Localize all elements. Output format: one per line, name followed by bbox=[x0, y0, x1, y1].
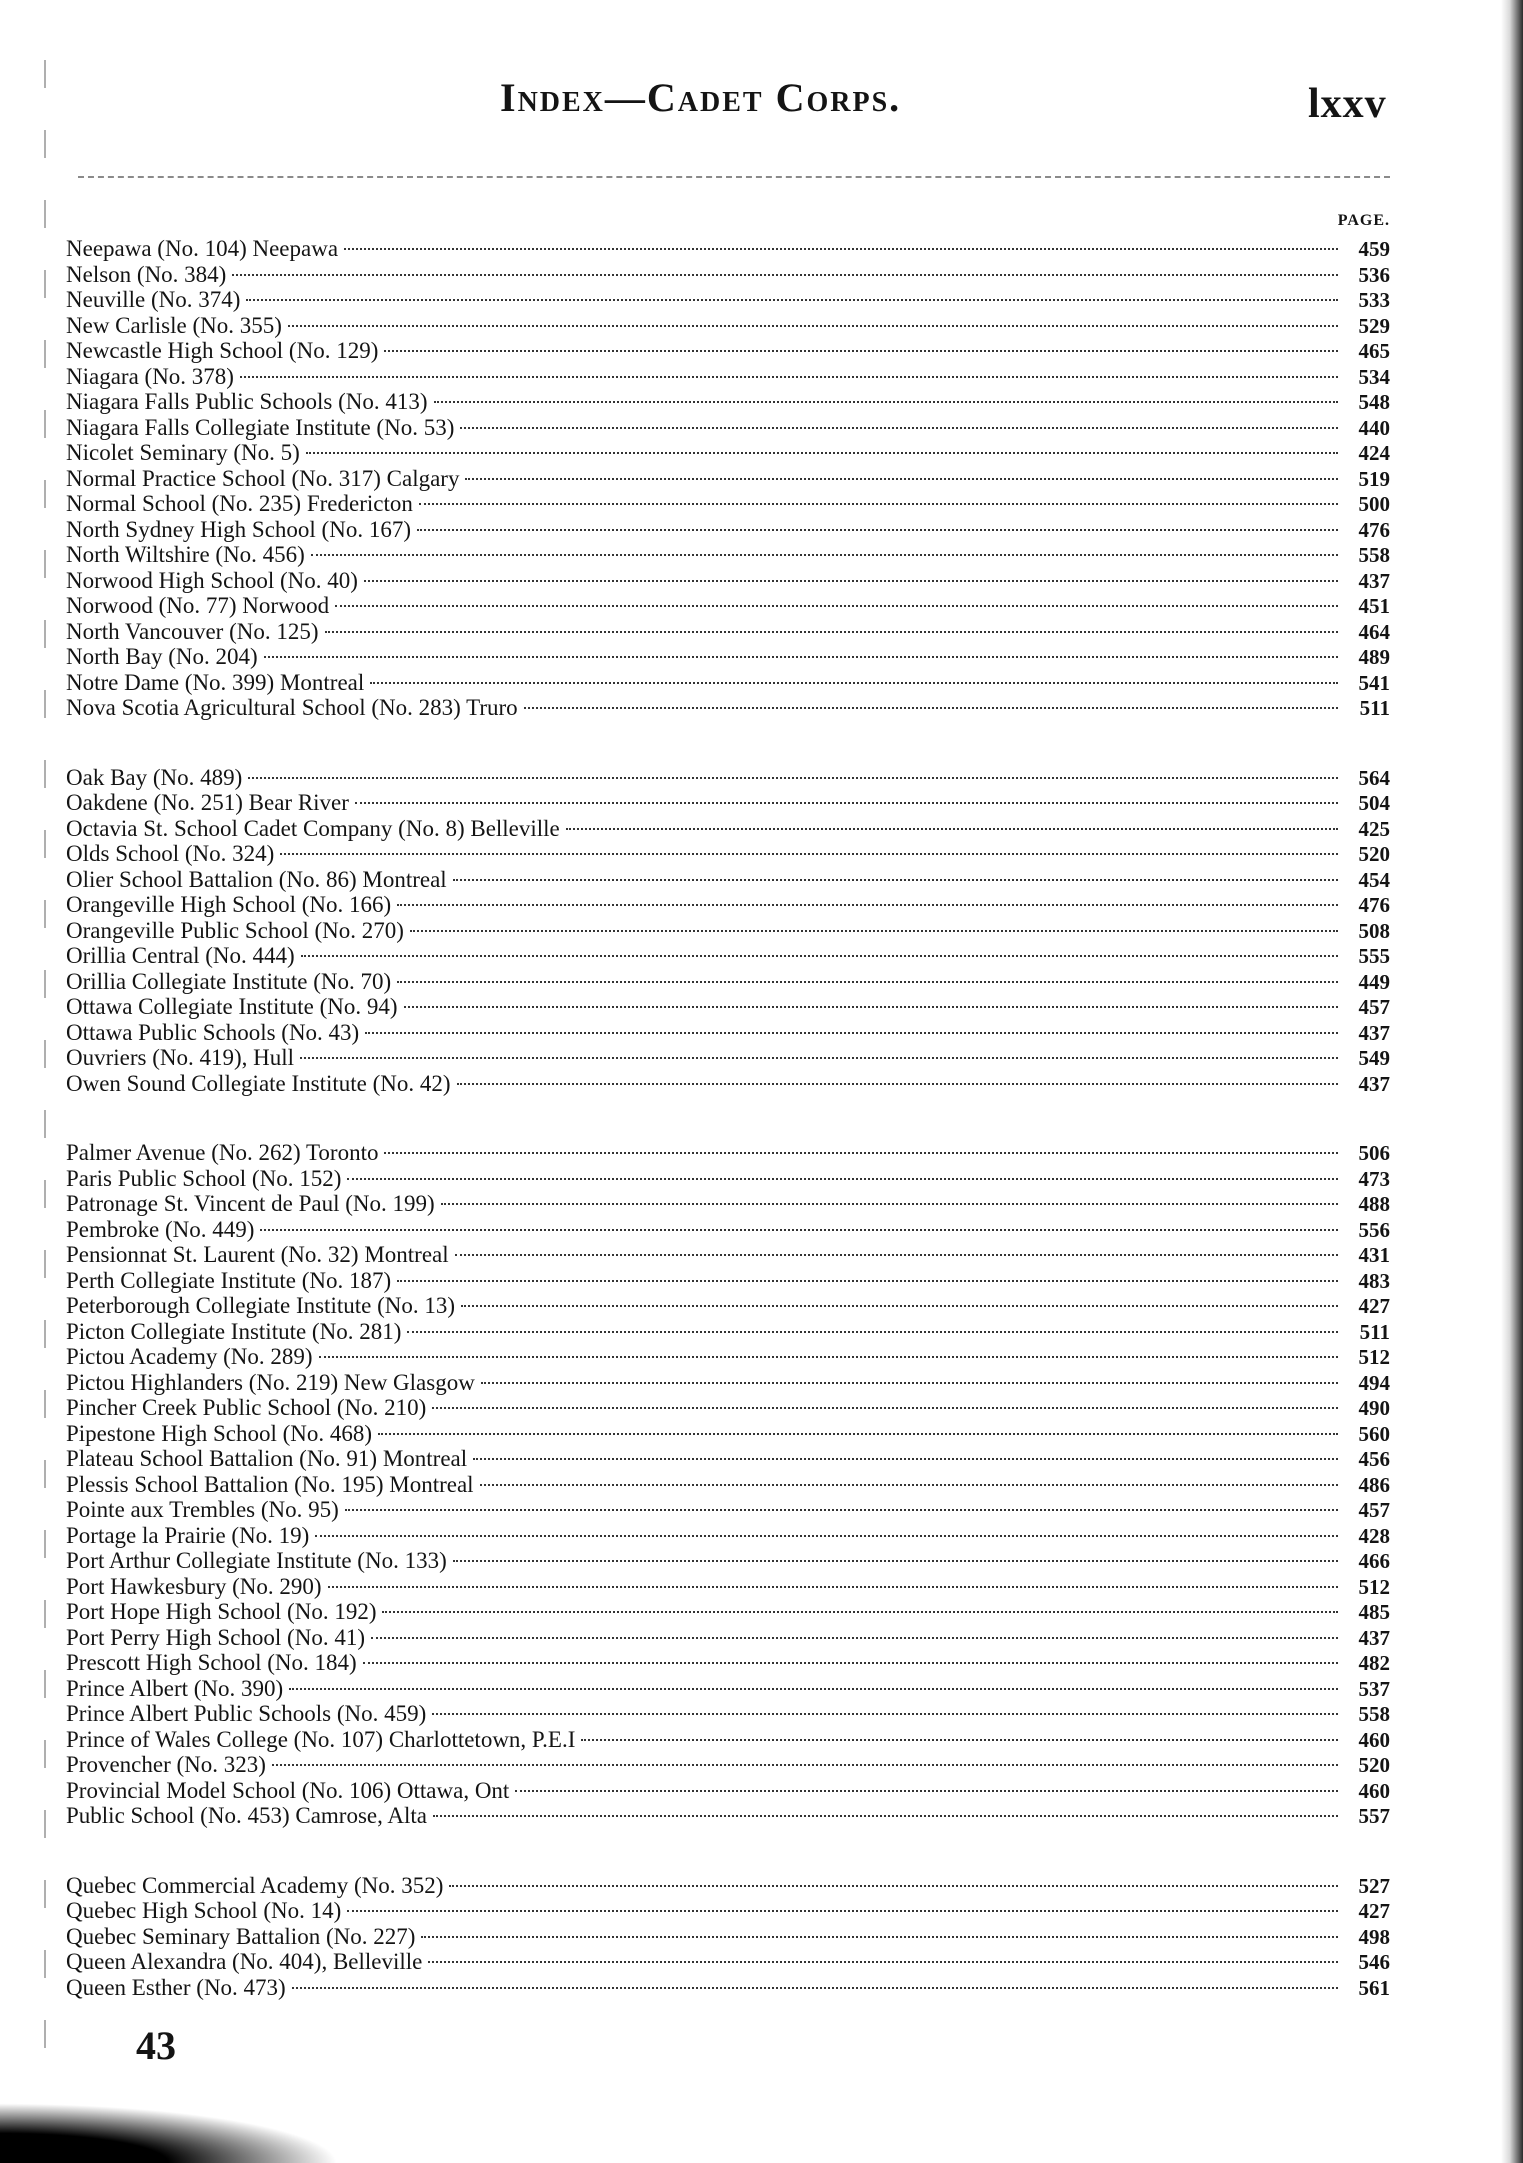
entry-page-number: 555 bbox=[1358, 944, 1390, 968]
entry-page-number: 558 bbox=[1358, 1702, 1390, 1726]
entry-page-number: 456 bbox=[1358, 1447, 1390, 1471]
index-entry bbox=[66, 1268, 1390, 1294]
entry-page-number: 511 bbox=[1359, 1319, 1390, 1344]
leader-dots bbox=[432, 1407, 1338, 1409]
entry-name: Portage la Prairie (No. 19) bbox=[66, 1522, 310, 1548]
entry-page-number: 504 bbox=[1358, 791, 1390, 815]
entry-page-number: 527 bbox=[1358, 1873, 1390, 1898]
entry-page-number: 529 bbox=[1358, 313, 1390, 338]
index-entry bbox=[66, 1472, 1390, 1498]
entry-page-number: 428 bbox=[1358, 1523, 1390, 1548]
index-entry bbox=[66, 389, 1390, 415]
leader-dots bbox=[419, 503, 1338, 505]
leader-dots bbox=[272, 1764, 1338, 1766]
index-entry bbox=[66, 1523, 1390, 1549]
index-entry bbox=[66, 1727, 1390, 1753]
index-entry bbox=[66, 1599, 1390, 1625]
leader-dots bbox=[292, 1987, 1338, 1989]
leader-dots bbox=[319, 1356, 1338, 1358]
entry-page-number: 437 bbox=[1358, 1020, 1390, 1045]
index-entry bbox=[66, 1242, 1390, 1268]
signature-number: 43 bbox=[136, 2023, 176, 2068]
entry-page-number: 541 bbox=[1358, 670, 1390, 695]
entry-page-number: 512 bbox=[1358, 1574, 1390, 1599]
entry-name: Olier School Battalion (No. 86) Montreal bbox=[66, 866, 447, 892]
entry-page-number: 519 bbox=[1358, 466, 1390, 491]
entry-name: Queen Esther (No. 473) bbox=[66, 1974, 286, 2000]
leader-dots bbox=[382, 1611, 1338, 1613]
entry-page-number: 440 bbox=[1358, 415, 1390, 440]
leader-dots bbox=[453, 879, 1338, 881]
leader-dots bbox=[457, 1083, 1338, 1085]
index-entry bbox=[66, 1701, 1390, 1727]
index-group-o bbox=[66, 765, 1390, 1097]
entry-page-number: 473 bbox=[1358, 1166, 1390, 1191]
entry-name: Plessis School Battalion (No. 195) Montreal bbox=[66, 1471, 474, 1497]
entry-page-number: 437 bbox=[1358, 568, 1390, 593]
leader-dots bbox=[441, 1203, 1338, 1205]
index-entry bbox=[66, 1625, 1390, 1651]
index-entry bbox=[66, 1191, 1390, 1217]
index-entry bbox=[66, 338, 1390, 364]
leader-dots bbox=[300, 1057, 1338, 1059]
entry-page-number: 437 bbox=[1358, 1071, 1390, 1096]
entry-name: Port Hawkesbury (No. 290) bbox=[66, 1573, 322, 1599]
leader-dots bbox=[453, 1560, 1338, 1562]
leader-dots bbox=[288, 325, 1338, 327]
index-entry bbox=[66, 892, 1390, 918]
entry-page-number: 556 bbox=[1358, 1217, 1390, 1242]
entry-page-number: 454 bbox=[1358, 867, 1390, 892]
leader-dots bbox=[335, 605, 1338, 607]
entry-page-number: 465 bbox=[1358, 339, 1390, 363]
index-entry bbox=[66, 1752, 1390, 1778]
entry-page-number: 506 bbox=[1358, 1141, 1390, 1165]
leader-dots bbox=[433, 1815, 1338, 1817]
leader-dots bbox=[434, 401, 1338, 403]
leader-dots bbox=[461, 1305, 1338, 1307]
entry-name: Paris Public School (No. 152) bbox=[66, 1165, 342, 1191]
index-entry bbox=[66, 542, 1390, 568]
leader-dots bbox=[328, 1586, 1338, 1588]
leader-dots bbox=[417, 529, 1338, 531]
entry-name: Pointe aux Trembles (No. 95) bbox=[66, 1497, 339, 1522]
entry-name: Port Hope High School (No. 192) bbox=[66, 1599, 377, 1624]
entry-name: Octavia St. School Cadet Company (No. 8) Belleville bbox=[66, 815, 560, 841]
entry-page-number: 451 bbox=[1358, 594, 1390, 618]
entry-name: Quebec Commercial Academy (No. 352) bbox=[66, 1872, 444, 1898]
leader-dots bbox=[397, 904, 1338, 906]
entry-name: Neuville (No. 374) bbox=[66, 287, 241, 312]
entry-name: Quebec Seminary Battalion (No. 227) bbox=[66, 1923, 416, 1949]
leader-dots bbox=[232, 274, 1338, 276]
leader-dots bbox=[365, 1032, 1338, 1034]
leader-dots bbox=[315, 1535, 1338, 1537]
entry-name: Pipestone High School (No. 468) bbox=[66, 1420, 373, 1446]
leader-dots bbox=[363, 1662, 1338, 1664]
entry-page-number: 482 bbox=[1358, 1651, 1390, 1675]
entry-name: Prescott High School (No. 184) bbox=[66, 1650, 357, 1675]
entry-page-number: 460 bbox=[1358, 1727, 1390, 1752]
index-entry bbox=[66, 969, 1390, 995]
entry-name: North Bay (No. 204) bbox=[66, 644, 258, 669]
leader-dots bbox=[455, 1254, 1338, 1256]
entry-page-number: 425 bbox=[1358, 816, 1390, 841]
entry-page-number: 549 bbox=[1358, 1046, 1390, 1070]
index-entry bbox=[66, 287, 1390, 313]
entry-name: Niagara Falls Collegiate Institute (No. 53) bbox=[66, 414, 455, 440]
entry-name: Oak Bay (No. 489) bbox=[66, 764, 243, 790]
index-entry bbox=[66, 1421, 1390, 1447]
entry-name: Pictou Highlanders (No. 219) New Glasgow bbox=[66, 1369, 475, 1395]
leader-dots bbox=[384, 1152, 1338, 1154]
entry-page-number: 546 bbox=[1358, 1950, 1390, 1974]
leader-dots bbox=[378, 1433, 1338, 1435]
entry-name: Palmer Avenue (No. 262) Toronto bbox=[66, 1140, 379, 1165]
leader-dots bbox=[581, 1739, 1338, 1741]
index-entry bbox=[66, 918, 1390, 944]
scan-page-edge bbox=[1501, 0, 1523, 2163]
leader-dots bbox=[404, 1006, 1338, 1008]
leader-dots bbox=[371, 1637, 1338, 1639]
index-entry bbox=[66, 568, 1390, 594]
leader-dots bbox=[473, 1458, 1338, 1460]
entry-page-number: 424 bbox=[1358, 441, 1390, 465]
leader-dots bbox=[397, 981, 1338, 983]
index-group-n bbox=[66, 236, 1390, 721]
leader-dots bbox=[301, 955, 1338, 957]
entry-page-number: 508 bbox=[1358, 918, 1390, 943]
leader-dots bbox=[397, 1280, 1338, 1282]
leader-dots bbox=[421, 1936, 1338, 1938]
leader-dots bbox=[345, 1509, 1338, 1511]
entry-name: Nova Scotia Agricultural School (No. 283) Truro bbox=[66, 695, 518, 720]
entry-page-number: 464 bbox=[1358, 619, 1390, 644]
index-entry bbox=[66, 1873, 1390, 1899]
entry-name: Newcastle High School (No. 129) bbox=[66, 338, 379, 363]
leader-dots bbox=[370, 682, 1338, 684]
entry-name: North Vancouver (No. 125) bbox=[66, 618, 319, 644]
entry-page-number: 548 bbox=[1358, 390, 1390, 414]
index-entry bbox=[66, 670, 1390, 696]
entry-name: Olds School (No. 324) bbox=[66, 841, 275, 866]
entry-page-number: 558 bbox=[1358, 543, 1390, 567]
index-entry bbox=[66, 867, 1390, 893]
index-entry bbox=[66, 517, 1390, 543]
entry-page-number: 564 bbox=[1358, 765, 1390, 790]
index-entry bbox=[66, 1020, 1390, 1046]
index-entry bbox=[66, 619, 1390, 645]
entry-name: Provincial Model School (No. 106) Ottawa, Ont bbox=[66, 1777, 510, 1803]
leader-dots bbox=[566, 828, 1338, 830]
entry-page-number: 494 bbox=[1358, 1370, 1390, 1395]
index-entry bbox=[66, 364, 1390, 390]
leader-dots bbox=[311, 554, 1338, 556]
entry-name: Perth Collegiate Institute (No. 187) bbox=[66, 1267, 392, 1293]
entry-name: New Carlisle (No. 355) bbox=[66, 312, 282, 338]
leader-dots bbox=[460, 427, 1338, 429]
leader-dots bbox=[355, 802, 1338, 804]
leader-dots bbox=[465, 478, 1338, 480]
index-group-p bbox=[66, 1140, 1390, 1829]
leader-dots bbox=[289, 1688, 1338, 1690]
entry-page-number: 457 bbox=[1358, 1498, 1390, 1522]
entry-page-number: 459 bbox=[1358, 237, 1390, 261]
entry-name: Prince Albert (No. 390) bbox=[66, 1675, 284, 1701]
entry-page-number: 520 bbox=[1358, 1753, 1390, 1777]
leader-dots bbox=[240, 376, 1338, 378]
leader-dots bbox=[347, 1178, 1338, 1180]
binding-gutter-marks bbox=[44, 60, 46, 2060]
entry-page-number: 460 bbox=[1358, 1778, 1390, 1803]
index-entry bbox=[66, 790, 1390, 816]
leader-dots bbox=[432, 1713, 1338, 1715]
leader-dots bbox=[246, 299, 1338, 301]
entry-name: Normal Practice School (No. 317) Calgary bbox=[66, 465, 460, 491]
entry-page-number: 427 bbox=[1358, 1294, 1390, 1318]
index-group-q bbox=[66, 1873, 1390, 2001]
index-entry bbox=[66, 1924, 1390, 1950]
leader-dots bbox=[407, 1331, 1338, 1333]
index-entry bbox=[66, 1574, 1390, 1600]
index-list bbox=[66, 236, 1390, 2000]
entry-page-number: 483 bbox=[1358, 1268, 1390, 1293]
index-entry bbox=[66, 1344, 1390, 1370]
index-entry bbox=[66, 1045, 1390, 1071]
entry-name: Niagara Falls Public Schools (No. 413) bbox=[66, 389, 428, 414]
entry-name: Niagara (No. 378) bbox=[66, 363, 234, 389]
index-entry bbox=[66, 994, 1390, 1020]
entry-name: Nicolet Seminary (No. 5) bbox=[66, 440, 300, 465]
entry-page-number: 457 bbox=[1358, 995, 1390, 1019]
entry-page-number: 557 bbox=[1358, 1804, 1390, 1828]
entry-name: Pincher Creek Public School (No. 210) bbox=[66, 1395, 427, 1420]
leader-dots bbox=[347, 1910, 1338, 1912]
index-entry bbox=[66, 943, 1390, 969]
index-entry bbox=[66, 262, 1390, 288]
entry-name: Queen Alexandra (No. 404), Belleville bbox=[66, 1949, 423, 1974]
index-entry bbox=[66, 1803, 1390, 1829]
entry-name: Norwood High School (No. 40) bbox=[66, 567, 358, 593]
leader-dots bbox=[449, 1885, 1338, 1887]
entry-page-number: 511 bbox=[1359, 696, 1390, 720]
index-entry bbox=[66, 491, 1390, 517]
entry-name: Prince of Wales College (No. 107) Charlottetown, P.E.I bbox=[66, 1726, 576, 1752]
index-entry bbox=[66, 1370, 1390, 1396]
leader-dots bbox=[264, 656, 1338, 658]
index-entry bbox=[66, 1140, 1390, 1166]
entry-name: Prince Albert Public Schools (No. 459) bbox=[66, 1701, 427, 1726]
entry-name: Port Arthur Collegiate Institute (No. 133) bbox=[66, 1548, 447, 1573]
entry-page-number: 561 bbox=[1358, 1975, 1390, 2000]
page-number-roman: lxxv bbox=[1308, 81, 1387, 127]
entry-name: Norwood (No. 77) Norwood bbox=[66, 593, 330, 618]
index-entry bbox=[66, 1446, 1390, 1472]
entry-page-number: 498 bbox=[1358, 1924, 1390, 1949]
leader-dots bbox=[260, 1229, 1338, 1231]
entry-name: Pensionnat St. Laurent (No. 32) Montreal bbox=[66, 1242, 449, 1267]
leader-dots bbox=[480, 1484, 1338, 1486]
index-entry bbox=[66, 236, 1390, 262]
index-entry bbox=[66, 1778, 1390, 1804]
entry-page-number: 490 bbox=[1358, 1396, 1390, 1420]
entry-name: Provencher (No. 323) bbox=[66, 1752, 266, 1777]
leader-dots bbox=[306, 452, 1338, 454]
entry-page-number: 560 bbox=[1358, 1421, 1390, 1446]
page-header bbox=[0, 60, 1523, 130]
index-entry bbox=[66, 593, 1390, 619]
entry-name: Patronage St. Vincent de Paul (No. 199) bbox=[66, 1191, 435, 1216]
entry-name: Normal School (No. 235) Fredericton bbox=[66, 491, 413, 516]
index-entry bbox=[66, 1293, 1390, 1319]
leader-dots bbox=[364, 580, 1338, 582]
index-entry bbox=[66, 644, 1390, 670]
entry-page-number: 520 bbox=[1358, 842, 1390, 866]
entry-page-number: 485 bbox=[1358, 1600, 1390, 1624]
leader-dots bbox=[515, 1790, 1338, 1792]
page-title: Index—Cadet Corps. bbox=[500, 75, 902, 120]
entry-page-number: 476 bbox=[1358, 893, 1390, 917]
entry-name: Nelson (No. 384) bbox=[66, 261, 227, 287]
entry-page-number: 500 bbox=[1358, 492, 1390, 516]
index-entry bbox=[66, 841, 1390, 867]
entry-page-number: 537 bbox=[1358, 1676, 1390, 1701]
leader-dots bbox=[344, 248, 1338, 250]
entry-page-number: 534 bbox=[1358, 364, 1390, 389]
index-entry bbox=[66, 1166, 1390, 1192]
index-entry bbox=[66, 1676, 1390, 1702]
scan-corner-shadow bbox=[0, 2103, 340, 2163]
index-entry bbox=[66, 1898, 1390, 1924]
entry-page-number: 536 bbox=[1358, 262, 1390, 287]
leader-dots bbox=[481, 1382, 1338, 1384]
entry-name: Notre Dame (No. 399) Montreal bbox=[66, 669, 365, 695]
leader-dots bbox=[280, 853, 1338, 855]
entry-page-number: 427 bbox=[1358, 1899, 1390, 1923]
entry-name: Port Perry High School (No. 41) bbox=[66, 1624, 365, 1650]
index-entry bbox=[66, 816, 1390, 842]
entry-name: Pembroke (No. 449) bbox=[66, 1216, 255, 1242]
index-entry bbox=[66, 765, 1390, 791]
index-entry bbox=[66, 440, 1390, 466]
index-entry bbox=[66, 695, 1390, 721]
entry-page-number: 466 bbox=[1358, 1549, 1390, 1573]
index-entry bbox=[66, 1395, 1390, 1421]
entry-page-number: 489 bbox=[1358, 645, 1390, 669]
entry-name: Owen Sound Collegiate Institute (No. 42) bbox=[66, 1070, 451, 1096]
index-entry bbox=[66, 466, 1390, 492]
index-entry bbox=[66, 1975, 1390, 2001]
index-entry bbox=[66, 1497, 1390, 1523]
entry-name: Oakdene (No. 251) Bear River bbox=[66, 790, 349, 815]
entry-name: Ottawa Collegiate Institute (No. 94) bbox=[66, 994, 398, 1019]
index-entry bbox=[66, 1319, 1390, 1345]
entry-page-number: 512 bbox=[1358, 1345, 1390, 1369]
entry-name: Orillia Collegiate Institute (No. 70) bbox=[66, 968, 392, 994]
index-entry bbox=[66, 1071, 1390, 1097]
leader-dots bbox=[410, 930, 1338, 932]
entry-name: Ottawa Public Schools (No. 43) bbox=[66, 1019, 360, 1045]
leader-dots bbox=[428, 1961, 1338, 1963]
entry-name: Orillia Central (No. 444) bbox=[66, 943, 295, 968]
entry-name: Pictou Academy (No. 289) bbox=[66, 1344, 313, 1369]
entry-page-number: 431 bbox=[1358, 1243, 1390, 1267]
entry-name: Plateau School Battalion (No. 91) Montreal bbox=[66, 1446, 468, 1471]
entry-name: Peterborough Collegiate Institute (No. 13) bbox=[66, 1293, 456, 1318]
entry-name: North Wiltshire (No. 456) bbox=[66, 542, 305, 567]
entry-name: Quebec High School (No. 14) bbox=[66, 1898, 342, 1923]
entry-page-number: 437 bbox=[1358, 1625, 1390, 1650]
entry-page-number: 476 bbox=[1358, 517, 1390, 542]
page-column-label: PAGE. bbox=[1337, 212, 1390, 229]
index-entry bbox=[66, 1650, 1390, 1676]
entry-name: Ouvriers (No. 419), Hull bbox=[66, 1045, 295, 1070]
index-entry bbox=[66, 1548, 1390, 1574]
entry-name: Orangeville High School (No. 166) bbox=[66, 892, 392, 917]
entry-name: Public School (No. 453) Camrose, Alta bbox=[66, 1803, 427, 1828]
entry-page-number: 488 bbox=[1358, 1192, 1390, 1216]
entry-name: Neepawa (No. 104) Neepawa bbox=[66, 236, 339, 261]
index-entry bbox=[66, 313, 1390, 339]
index-entry bbox=[66, 415, 1390, 441]
leader-dots bbox=[384, 350, 1338, 352]
index-entry bbox=[66, 1949, 1390, 1975]
entry-page-number: 449 bbox=[1358, 969, 1390, 994]
leader-dots bbox=[248, 777, 1338, 779]
entry-name: Orangeville Public School (No. 270) bbox=[66, 917, 404, 943]
entry-page-number: 533 bbox=[1358, 288, 1390, 312]
header-rule bbox=[78, 176, 1390, 178]
entry-name: Picton Collegiate Institute (No. 281) bbox=[66, 1318, 402, 1344]
leader-dots bbox=[524, 707, 1338, 709]
index-entry bbox=[66, 1217, 1390, 1243]
entry-name: North Sydney High School (No. 167) bbox=[66, 516, 411, 542]
leader-dots bbox=[325, 631, 1338, 633]
entry-page-number: 486 bbox=[1358, 1472, 1390, 1497]
